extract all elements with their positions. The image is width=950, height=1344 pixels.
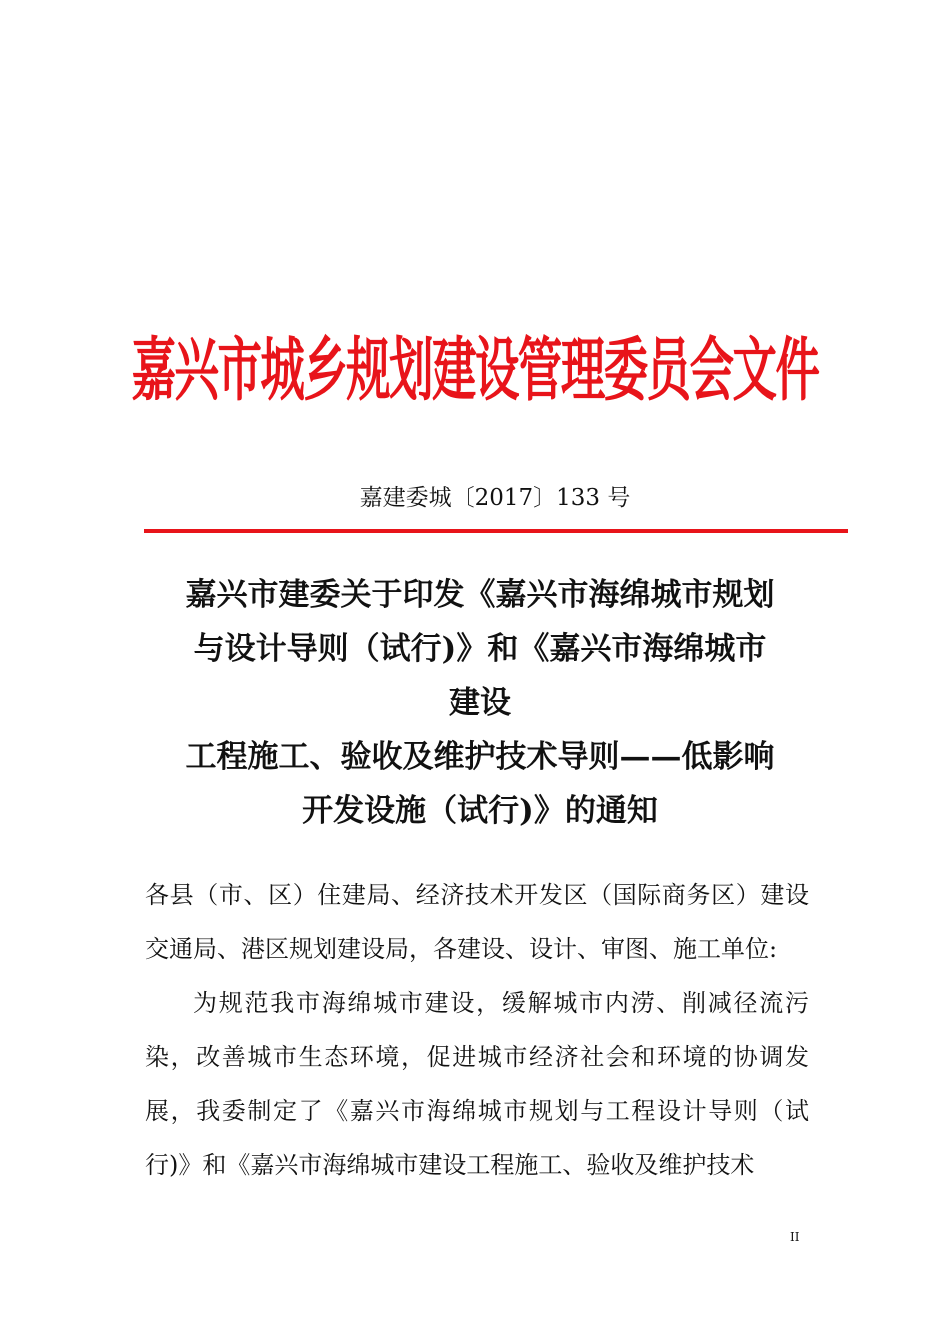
title-line: 建设 [449,685,511,721]
body-paragraph: 为规范我市海绵城市建设，缓解城市内涝、削减径流污染，改善城市生态环境，促进城市经济社会和环境的协调发展，我委制定了《嘉兴市海绵城市规划与工程设计导则（试行)》和《嘉兴市海绵城市建设工程施工、验收及维护技术 [145,989,809,1179]
masthead-title: 嘉兴市城乡规划建设管理委员会文件 [131,330,819,411]
red-divider-rule [144,529,848,533]
notice-title [140,568,820,838]
title-line: 与设计导则（试行)》和《嘉兴市海绵城市 [193,631,767,667]
title-line: 开发设施（试行)》的通知 [302,793,658,829]
document-number: 嘉建委城〔2017〕133 号 [359,485,631,511]
recipients-paragraph: 各县（市、区）住建局、经济技术开发区（国际商务区）建设交通局、港区规划建设局，各建设、设计、审图、施工单位: [145,881,809,963]
page-number: II [790,1230,800,1244]
title-line: 嘉兴市建委关于印发《嘉兴市海绵城市规划 [185,577,775,613]
notice-body [145,868,809,1192]
title-line: 工程施工、验收及维护技术导则——低影响 [185,739,775,775]
